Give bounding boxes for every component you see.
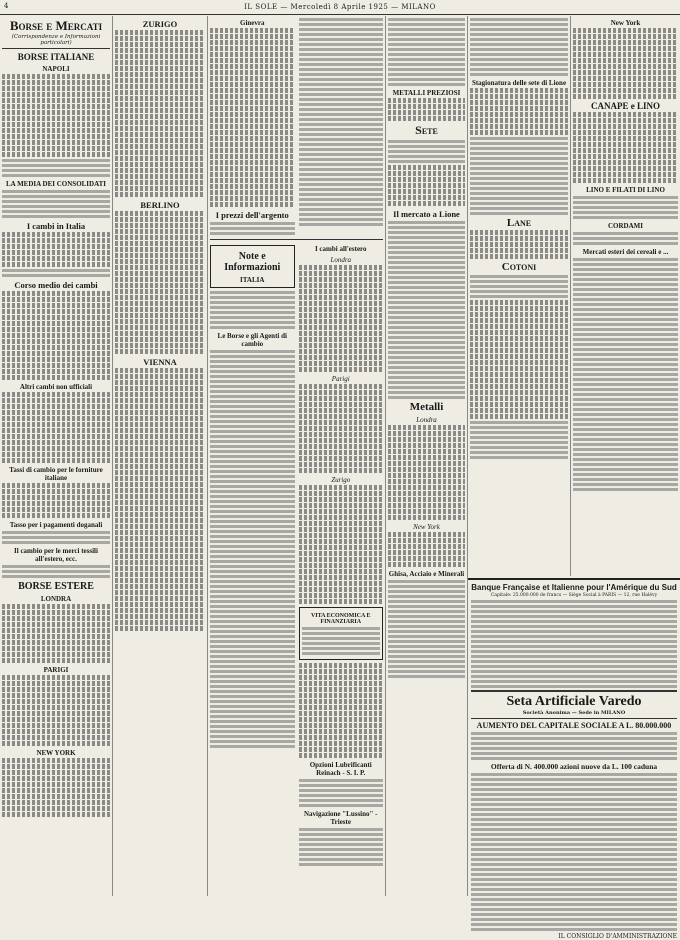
column-5: [468, 16, 571, 576]
heading-canape-lino: CANAPE e LINO: [591, 101, 660, 111]
note-title: Note e Informazioni: [224, 251, 281, 273]
heading-cambi-italia: I cambi in Italia: [26, 221, 86, 231]
heading-stagionatura-lione: Stagionatura delle sete di Lione: [471, 79, 567, 87]
heading-media-consolidati: LA MEDIA DEI CONSOLIDATI: [5, 180, 107, 188]
heading-new-york: NEW YORK: [36, 749, 76, 757]
ads-block: [468, 578, 680, 940]
column-2: [113, 16, 208, 896]
masthead-text: IL SOLE — Mercoledì 8 Aprile 1925 — MILANO: [244, 3, 436, 11]
heading-cambi-parigi: Parigi: [331, 375, 350, 383]
column-1: [0, 16, 113, 896]
heading-vita-economica: VITA ECONOMICA E FINANZIARIA: [310, 613, 371, 625]
heading-cordami: CORDAMI: [608, 222, 643, 230]
heading-prezzi-argento: I prezzi dell'argento: [215, 210, 289, 220]
heading-lane: Lane: [506, 217, 532, 229]
banque-title: Banque Française et Italienne pour l'Amérique du Sud: [471, 583, 677, 592]
heading-altri-cambi: Altri cambi non ufficiali: [19, 383, 93, 391]
section-subtitle: (Corrispondenze e Informazioni particolari): [11, 34, 101, 46]
heading-metalli: Metalli: [409, 401, 444, 413]
heading-borse-agenti: Le Borse e gli Agenti di cambio: [217, 332, 287, 348]
note-informazioni-box: [210, 245, 295, 288]
seta-offer: Offerta di N. 400.000 azioni nuove da L. 100 caduna: [490, 762, 658, 771]
heading-londra: LONDRA: [40, 595, 72, 603]
column-6: [571, 16, 680, 576]
seta-head: AUMENTO DEL CAPITALE SOCIALE A L. 80.000.000: [476, 721, 672, 730]
heading-mercato-lione: Il mercato a Lione: [393, 209, 460, 219]
heading-borse-italiane: BORSE ITALIANE: [17, 52, 95, 62]
heading-ghisa-acciaio: Ghisa, Acciaio e Minerali: [388, 570, 465, 578]
heading-navigazione-lussino: Navigazione "Lussino" - Trieste: [303, 810, 378, 826]
heading-berlino: BERLINO: [140, 200, 180, 210]
banque-line: Capitale: 25.000.000 de francs — Siège Social à PARIS — 12, rue Halévy: [490, 593, 658, 598]
heading-zurigo: ZURIGO: [142, 19, 178, 29]
heading-cambi-zurigo: Zurigo: [331, 476, 351, 484]
note-subtitle: ITALIA: [240, 276, 265, 284]
heading-new-york-col6: New York: [610, 19, 641, 27]
heading-cotoni: Cotoni: [501, 261, 537, 273]
heading-vienna: VIENNA: [143, 357, 177, 367]
column-3: [208, 16, 386, 896]
heading-lino-filati: LINO E FILATI DI LINO: [586, 186, 665, 194]
heading-mercati-cereali: Mercati esteri dei cereali e ...: [582, 248, 669, 256]
heading-metalli-preziosi: METALLI PREZIOSI: [392, 89, 461, 97]
heading-sete: Sete: [415, 123, 438, 137]
heading-pagamenti-doganali: Tasso per i pagamenti doganali: [9, 521, 103, 529]
heading-cambi-londra: Londra: [330, 256, 352, 264]
table-napoli: [2, 74, 110, 157]
heading-metalli-londra: Londra: [416, 416, 437, 424]
heading-cambi-estero: I cambi all'estero: [314, 245, 367, 253]
column-4: [386, 16, 468, 896]
seta-sub: Società Anonima — Sede in MILANO: [522, 710, 626, 716]
seta-sign: IL CONSIGLIO D'AMMINISTRAZIONE: [558, 933, 677, 940]
heading-borse-estere: BORSE ESTERE: [18, 581, 94, 592]
heading-merci-tessili: Il cambio per le merci tessili all'estero, ecc.: [14, 547, 98, 563]
heading-metalli-new-york: New York: [413, 523, 440, 531]
masthead: [0, 0, 680, 15]
page-number: 4: [4, 2, 9, 10]
heading-napoli: NAPOLI: [42, 65, 70, 73]
heading-tassi-forniture: Tassi di cambio per le forniture italiane: [9, 466, 103, 482]
heading-corso-medio: Corso medio dei cambi: [14, 280, 98, 290]
heading-ginevra: Ginevra: [240, 19, 265, 27]
heading-parigi: PARIGI: [43, 666, 69, 674]
heading-opzioni-reinach: Opzioni Lubrificanti Reinach - S. I. P.: [309, 761, 372, 777]
section-title: Borse e Mercati: [9, 18, 103, 33]
vita-economica-box: [299, 607, 384, 660]
seta-title: Seta Artificiale Varedo: [506, 694, 642, 709]
